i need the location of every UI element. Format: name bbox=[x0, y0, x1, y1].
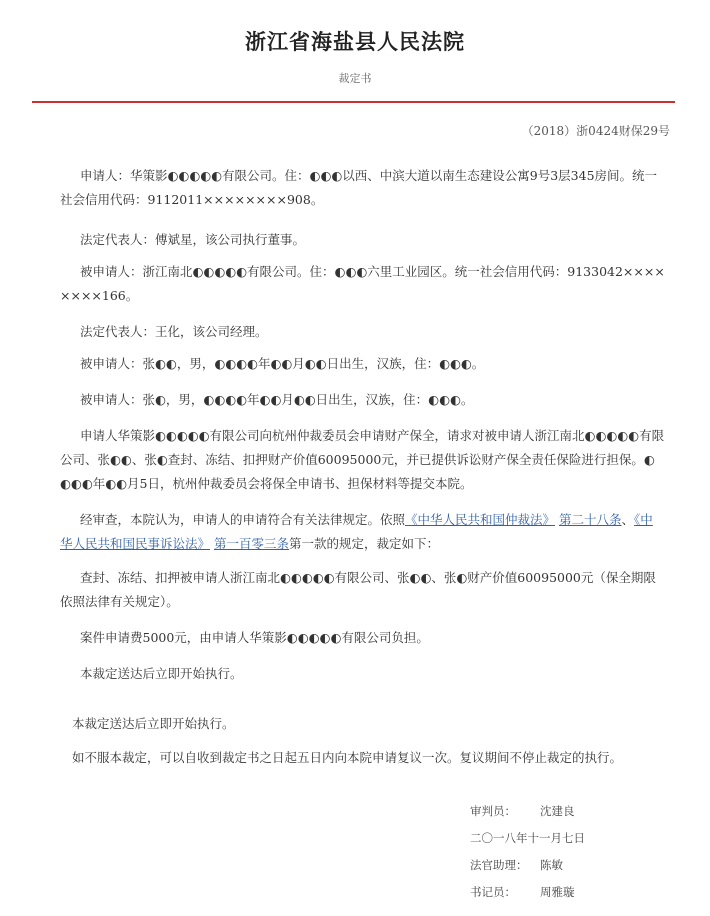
arbitration-law-link[interactable]: 《中华人民共和国仲裁法》 bbox=[405, 512, 556, 527]
respondent-person-2: 被申请人：张◐，男，◐◐◐◐年◐◐月◐◐日出生，汉族，住：◐◐◐。 bbox=[80, 392, 474, 407]
ruling-intro-text: 第一款的规定，裁定如下： bbox=[289, 536, 440, 551]
article-28-link[interactable]: 第二十八条 bbox=[559, 512, 622, 527]
application-facts: 申请人华策影◐◐◐◐◐有限公司向杭州仲裁委员会申请财产保全，请求对被申请人浙江南北◐◐◐◐◐有限公司、张◐◐、张◐查封、冻结、扣押财产价值60095000元，并已提供诉讼财产保全责任保险进行担保。◐◐◐◐年◐◐月5日，杭州仲裁委员会将保全申请书、担保材料等提交本院。 bbox=[60, 428, 665, 491]
respondent-representative: 法定代表人：王化，该公司经理。 bbox=[80, 324, 268, 339]
judge-signature bbox=[470, 803, 575, 819]
applicant-paragraph: 申请人：华策影◐◐◐◐◐有限公司。住：◐◐◐以西、中滨大道以南生态建设公寓9号3层345房间。统一社会信用代码：9112011××××××××908。 bbox=[60, 168, 658, 207]
document-type: 裁定书 bbox=[338, 72, 372, 85]
civil-procedure-law-link[interactable]: 《中华人民共和国民事诉讼法》 bbox=[60, 512, 653, 551]
legal-basis-separator: 、 bbox=[621, 512, 635, 527]
ruling-date: 二〇一八年十一月七日 bbox=[470, 831, 585, 845]
appeal-notice: 如不服本裁定，可以自收到裁定书之日起五日内向本院申请复议一次。复议期间不停止裁定的执行。 bbox=[72, 750, 623, 765]
case-number: （2018）浙0424财保29号 bbox=[521, 124, 670, 138]
assistant-name: 陈敏 bbox=[540, 858, 563, 872]
clerk-signature bbox=[470, 884, 575, 900]
header-divider bbox=[32, 101, 675, 103]
execution-paragraph-repeat: 本裁定送达后立即开始执行。 bbox=[72, 716, 235, 731]
respondent-person-1: 被申请人：张◐◐，男，◐◐◐◐年◐◐月◐◐日出生，汉族，住：◐◐◐。 bbox=[80, 356, 485, 371]
ruling-paragraph: 查封、冻结、扣押被申请人浙江南北◐◐◐◐◐有限公司、张◐◐、张◐财产价值60095000元（保全期限依照法律有关规定）。 bbox=[60, 570, 656, 609]
applicant-representative: 法定代表人：傅斌星，该公司执行董事。 bbox=[80, 232, 306, 247]
respondent-company-paragraph: 被申请人：浙江南北◐◐◐◐◐有限公司。住：◐◐◐六里工业园区。统一社会信用代码：9133042××××××××166。 bbox=[60, 264, 665, 303]
article-103-link[interactable]: 第一百零三条 bbox=[214, 536, 290, 551]
judge-label: 审判员： bbox=[470, 804, 516, 818]
assistant-label: 法官助理： bbox=[470, 858, 528, 872]
legal-basis-text: 经审查，本院认为，申请人的申请符合有关法律规定。依照 bbox=[80, 512, 406, 527]
clerk-label: 书记员： bbox=[470, 885, 516, 899]
fee-paragraph: 案件申请费5000元，由申请人华策影◐◐◐◐◐有限公司负担。 bbox=[80, 630, 429, 645]
judge-name: 沈建良 bbox=[540, 804, 575, 818]
assistant-signature bbox=[470, 857, 563, 873]
execution-paragraph: 本裁定送达后立即开始执行。 bbox=[80, 666, 243, 681]
clerk-name: 周雅璇 bbox=[540, 885, 575, 899]
legal-basis-paragraph bbox=[60, 508, 665, 556]
court-name: 浙江省海盐县人民法院 bbox=[245, 29, 465, 54]
